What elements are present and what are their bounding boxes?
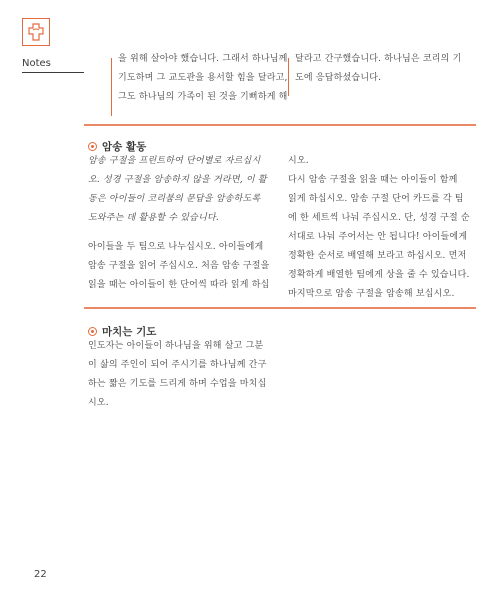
closing-bullet-icon	[88, 327, 97, 336]
intro-right-text: 달라고 간구했습니다. 하나님은 코리의 기 도에 응답하셨습니다.	[295, 54, 462, 83]
memorize-right-body: 시오. 다시 암송 구절을 읽을 때는 아이들이 함께 읽게 하십시오. 암송 구절 단어 카드를 각 팀 에 한 세트씩 나눠 주십시오. 단, 성경 구절 순 서대로 나눠 주어서는 안 됩니다! 아이들에게 정확한 순서로 배열해 보라고 하십시오. 먼저 정확하게 배열한 팀에게 상을 줄 수 있습니다. 마지막으로 암송 구절을 암송해 보십시오.	[288, 156, 470, 299]
memorize-bullet-icon	[88, 142, 97, 151]
closing-body: 인도자는 아이들이 하나님을 위해 살고 그분 이 삶의 주인이 되어 주시기를 하나님께 간구 하는 짧은 기도를 드리게 하며 수업을 마치십 시오.	[88, 341, 267, 408]
memorize-left-body: 아이들을 두 팀으로 나누십시오. 아이들에게 암송 구절을 읽어 주십시오. 처음 암송 구절을 읽을 때는 아이들이 한 단어씩 따라 읽게 하십	[88, 242, 270, 290]
intro-left-bar	[111, 58, 112, 116]
memorize-instructions: 암송 구절을 프린트하여 단어별로 자르십시 오. 성경 구절을 암송하지 않을 거라면, 이 활 동은 아이들이 코리붐의 문답을 암송하도록 도와주는 데 활용할 수 있습니다.	[88, 156, 267, 223]
page-number: 22	[34, 569, 47, 580]
intro-right-bar	[288, 58, 289, 96]
book-logo-icon	[22, 18, 50, 46]
section-divider-2	[84, 307, 476, 309]
notes-label: Notes	[22, 58, 51, 69]
closing-title: 마치는 기도	[102, 326, 157, 338]
section-divider-1	[84, 124, 476, 126]
notes-underline	[22, 72, 84, 73]
memorize-title: 암송 활동	[102, 141, 147, 153]
intro-left-text: 을 위해 살아야 했습니다. 그래서 하나님께 기도하며 그 교도관을 용서할 힘을 달라고, 그도 하나님의 가족이 된 것을 기뻐하게 해	[118, 54, 288, 102]
